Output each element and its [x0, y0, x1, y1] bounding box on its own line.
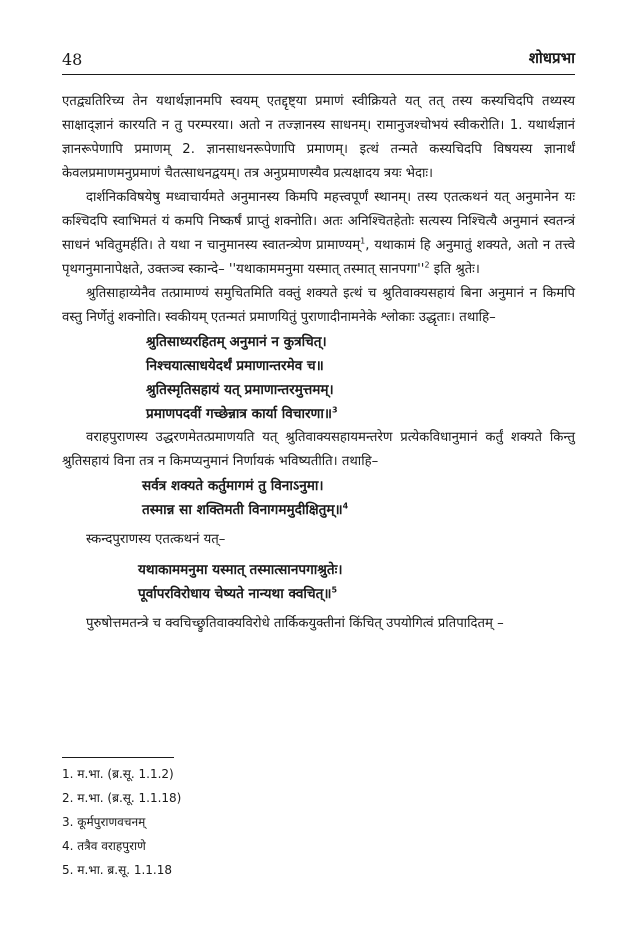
- footnote-2: 2. म.भा. (ब्र.सू. 1.1.18): [62, 791, 182, 805]
- paragraph-3: श्रुतिसाहाय्येनैव तत्प्रामाण्यं समुचितमिति वक्तुं शक्यते इत्थं च श्रुतिवाक्यसहायं बिना अनुमानं न किमपि वस्तु निर्णेतुं शक्नोति। स्वकीयम् एतन्मतं प्रमाणयितुं पुराणादीनामनेके श्लोकाः उद्धृताः। तथाहि–: [62, 286, 575, 325]
- verse-1-line-4-text: प्रमाणपदवीं गच्छेन्नात्र कार्या विचारणा॥: [146, 406, 333, 422]
- footnote-ref-3: 3: [332, 405, 338, 415]
- page-number: 48: [62, 50, 83, 69]
- footnote-ref-1: 1: [360, 236, 366, 246]
- paragraph-2-part-a: दार्शनिकविषयेषु मध्वाचार्यमते अनुमानस्य किमपि महत्त्वपूर्णं स्थानम्। तस्य एतत्कथनं यत् अनुमानेन यः कश्चिदपि स्वाभिमतं यं कमपि निष्कर्षं प्राप्तुं शक्नोति। अतः अनिश्चितहेतोः सत्यस्य निश्चित्यै अनुमानं स्वतन्त्रं साधनं भवितुमर्हति। ते यथा न चानुमानस्य स्वातन्त्र्येण प्रामाण्यम्: [62, 190, 575, 253]
- verse-2-line-2-text: तस्मान्न सा शक्तिमती विनागममुदीक्षितुम्॥: [142, 502, 343, 518]
- running-title: शोधप्रभा: [528, 49, 575, 67]
- verse-3-line-2: [62, 582, 575, 606]
- verse-1-line-2: निश्चयात्साधयेदर्थं प्रमाणान्तरमेव च॥: [146, 358, 324, 374]
- verse-1-line-4: [62, 402, 575, 426]
- verse-2-line-1: सर्वत्र शक्यते कर्तुमागमं तु विनाऽनुमा।: [142, 478, 324, 494]
- paragraph-2: [62, 186, 575, 282]
- verse-1-line-3: श्रुतिस्मृतिसहायं यत् प्रमाणान्तरमुत्तमम्।: [146, 382, 334, 398]
- page-header: [62, 48, 575, 72]
- header-rule: [62, 74, 575, 75]
- paragraph-5: स्कन्दपुराणस्य एतत्कथनं यत्–: [86, 532, 226, 547]
- paragraph-6: पुरुषोत्तमतन्त्रे च क्वचिच्छ्रुतिवाक्यविरोधे तार्किकयुक्तीनां किंचित् उपयोगित्वं प्रतिपादितम् –: [86, 616, 504, 631]
- verse-3-line-2-text: पूर्वापरविरोधाय चेष्यते नान्यथा क्वचित्॥: [138, 586, 332, 602]
- paragraph-2-part-c: इति श्रुतेः।: [429, 262, 480, 277]
- footnote-rule: [62, 757, 174, 758]
- footnote-3: 3. कूर्मपुराणवचनम्: [62, 815, 146, 829]
- main-text: [62, 90, 575, 636]
- footnote-1: 1. म.भा. (ब्र.सू. 1.1.2): [62, 767, 174, 781]
- footnote-ref-2: 2: [424, 260, 430, 270]
- footnote-ref-4: 4: [342, 501, 349, 511]
- footnote-ref-5: 5: [331, 585, 338, 595]
- footnote-4: 4. तत्रैव वराहपुराणे: [62, 839, 146, 853]
- verse-3-line-1: यथाकाममनुमा यस्मात् तस्मात्सानपगाश्रुतेः।: [138, 562, 343, 578]
- verse-1-line-1: श्रुतिसाध्यरहितम् अनुमानं न कुत्रचित्।: [146, 334, 327, 350]
- paragraph-1: एतद्व्यतिरिच्य तेन यथार्थज्ञानमपि स्वयम् एतद्दृष्ट्या प्रमाणं स्वीक्रियते यत् तत् तस्य कस्यचिदपि तथ्यस्य साक्षाद्ज्ञानं कारयति न तु परम्परया। अतो न तज्ज्ञानस्य साधनम्। रामानुजश्चोभयं स्वीकरोति। 1. यथार्थज्ञानं ज्ञानरूपेणापि प्रमाणम् 2. ज्ञानसाधनरूपेणापि प्रमाणम्। इत्थं तन्मते कस्यचिदपि विषयस्य ज्ञानार्थं केवलप्रमाणमनुप्रमाणं चैतत्साधनद्वयम्। तत्र अनुप्रमाणस्यैव प्रत्यक्षादय त्रयः भेदाः।: [62, 94, 575, 181]
- footnotes: [62, 762, 181, 882]
- verse-2-line-2: [62, 498, 575, 522]
- paragraph-2-part-b: , यथाकामं हि अनुमातुं शक्यते, अतो न तत्त्वे पृथगनुमानापेक्षते, उक्तञ्च स्कान्दे– ''यथाकाममनुमा यस्मात् तस्मात् सानपगा'': [62, 238, 575, 277]
- paragraph-4: वराहपुराणस्य उद्धरणमेतत्प्रमाणयति यत् श्रुतिवाक्यसहायमन्तरेण प्रत्येकविधानुमानं कर्तुं शक्यते किन्तु श्रुतिसहायं विना तत्र न किमप्यनुमानं निर्णायकं भविष्यतीति। तथाहि–: [62, 430, 575, 469]
- footnote-5: 5. म.भा. ब्र.सू. 1.1.18: [62, 863, 173, 877]
